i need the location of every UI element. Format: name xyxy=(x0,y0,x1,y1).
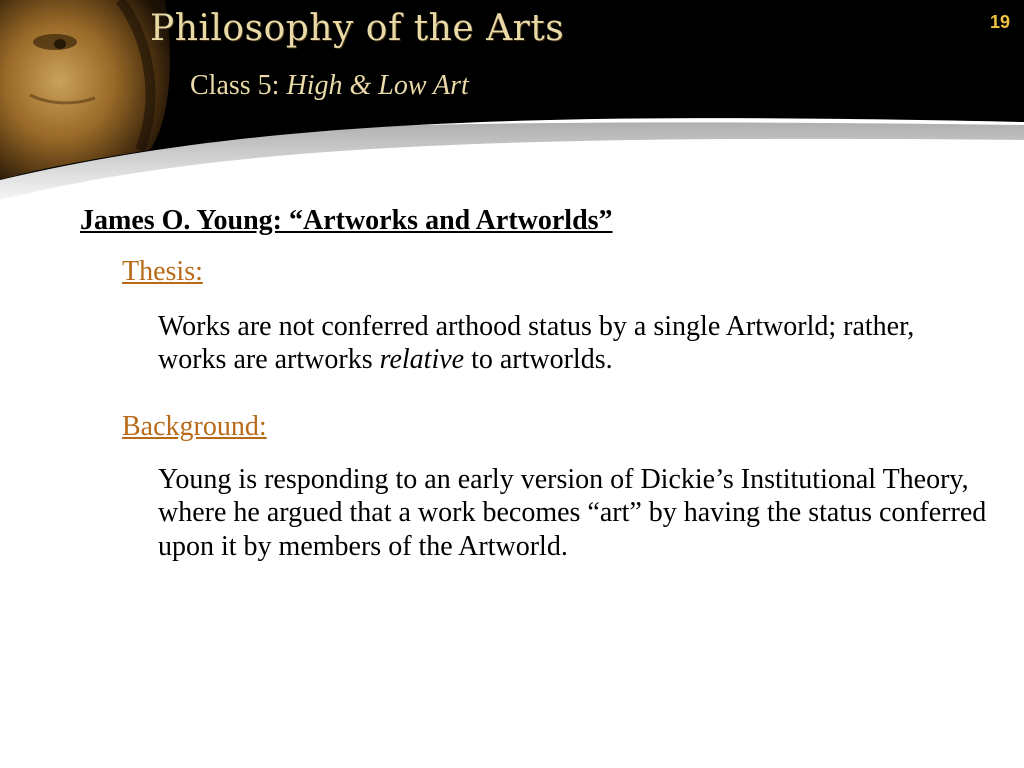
course-title: Philosophy of the Arts xyxy=(150,8,565,49)
thesis-text xyxy=(158,310,988,377)
thesis-text-after: to artworlds. xyxy=(464,344,613,376)
thesis-emphasis: relative xyxy=(379,344,465,376)
thesis-text-before: Works are not conferred arthood status by a single Artworld; rather, works are artworks xyxy=(158,311,915,376)
class-prefix: Class 5: xyxy=(190,70,287,101)
background-text: Young is responding to an early version of Dickie’s Institutional Theory, where he argued that a work becomes “art” by having the status conferred upon it by members of the Artworld. xyxy=(158,464,987,562)
thesis-label: Thesis: xyxy=(122,256,203,287)
class-topic: High & Low Art xyxy=(286,70,469,101)
background-label: Background: xyxy=(122,411,267,442)
class-subtitle xyxy=(190,70,469,102)
slide-title: James O. Young: “Artworks and Artworlds” xyxy=(80,205,613,236)
slide-number: 19 xyxy=(989,12,1010,32)
slide-header xyxy=(0,0,1024,200)
